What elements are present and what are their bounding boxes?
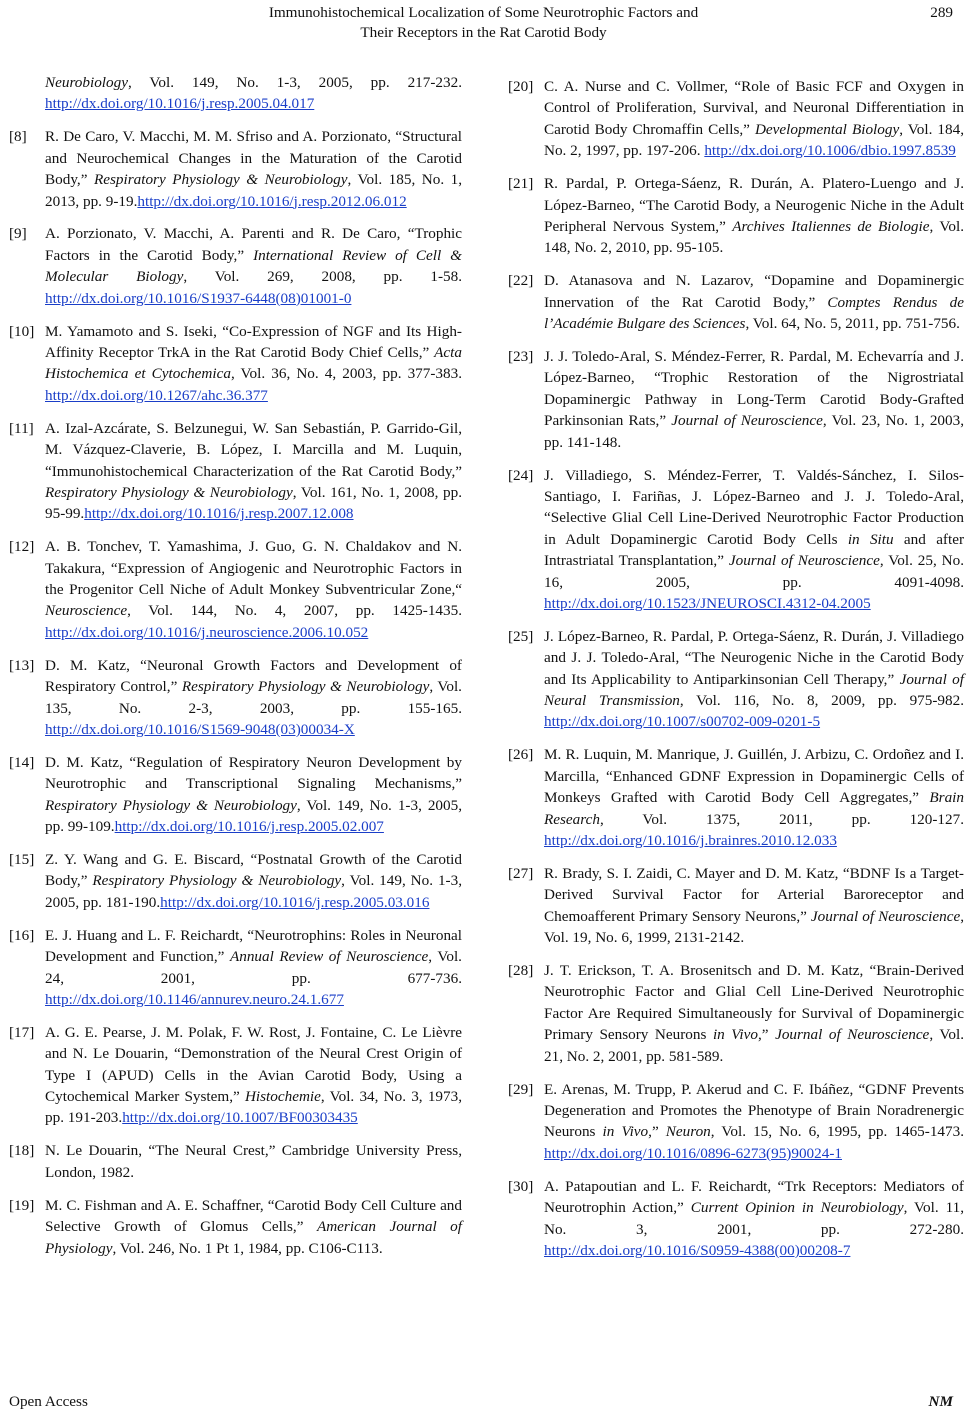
reference-segment: J. T. Erickson, T. A. Brosenitsch and D. M. Katz, “Brain-Derived Neurotrophic Factor and Glial Cell Line-Derived Neurotrophic Factor Are Required Simultaneously for Survival of Dopaminergic Primary Sensory Neurons: [544, 962, 964, 1044]
reference-segment: D. M. Katz, “Regulation of Respiratory Neuron Development by Neurotrophic and Transcriptional Signaling Mechanisms,”: [45, 753, 462, 793]
reference-segment: , Vol. 161, No. 1, 2008, pp. 95-99.: [45, 483, 463, 523]
reference-segment: , Vol. 184, No. 2, 1997, pp. 197-206.: [544, 120, 964, 160]
running-header: [150, 3, 817, 43]
reference-entry: [508, 1079, 964, 1165]
reference-entry: [9, 72, 462, 115]
reference-number: [24]: [508, 466, 534, 484]
reference-segment: , Vol. 11, No. 3, 2001, pp. 272-280.: [544, 1199, 965, 1238]
reference-segment: J. López-Barneo, R. Pardal, P. Ortega-Sáenz, R. Durán, J. Villadiego and J. J. Toledo-Aral, “The Neurogenic Niche in the Carotid Body and Its Applicability to Antiparkinsonian Cell Therapy,”: [544, 627, 964, 688]
reference-segment: , Vol. 24, 2001, pp. 677-736.: [45, 948, 462, 987]
reference-number: [29]: [508, 1080, 534, 1098]
reference-text: [45, 1197, 462, 1257]
reference-segment: , Vol. 34, No. 3, 1973, pp. 191-203.: [45, 1088, 462, 1127]
reference-italic-segment: Neuron: [665, 1123, 711, 1141]
reference-segment: C. A. Nurse and C. Vollmer, “Role of Basic FCF and Oxygen in Control of Proliferation, Survival, and Neuronal Differentiation in Carotid Body Chromaffin Cells,”: [544, 78, 964, 138]
reference-segment: , Vol. 36, No. 4, 2003, pp. 377-383.: [230, 365, 462, 383]
doi-link[interactable]: http://dx.doi.org/10.1007/s00702-009-0201-5: [544, 713, 821, 731]
reference-text: [544, 746, 964, 827]
reference-segment: and after Intrastriatal Transplantation,”: [544, 530, 965, 570]
doi-link[interactable]: http://dx.doi.org/10.1016/j.brainres.2010.12.033: [544, 832, 837, 849]
reference-segment: , Vol. 144, No. 4, 2007, pp. 1425-1435.: [127, 602, 462, 620]
reference-text: [45, 927, 462, 987]
reference-text: [544, 272, 964, 332]
reference-entry: [9, 1022, 462, 1129]
reference-entry: [508, 465, 964, 615]
reference-text: [544, 628, 964, 709]
reference-text: [45, 225, 462, 285]
reference-italic-segment: Respiratory Physiology & Neurobiology: [181, 678, 430, 696]
reference-italic-segment: in Situ: [847, 530, 894, 548]
reference-entry: [9, 126, 462, 212]
reference-entry: [508, 1176, 964, 1262]
reference-entry: [9, 536, 462, 643]
reference-segment: , Vol. 246, No. 1 Pt 1, 1984, pp. C106-C113.: [112, 1239, 383, 1257]
reference-segment: ,”: [758, 1026, 776, 1044]
reference-text: [544, 865, 964, 946]
footer-open-access: Open Access: [9, 1393, 88, 1410]
reference-italic-segment: Journal of Neuroscience: [671, 412, 823, 430]
doi-link[interactable]: http://dx.doi.org/10.1016/S1569-9048(03)00034-X: [45, 720, 355, 738]
reference-italic-segment: Current Opinion in Neurobiology: [690, 1199, 904, 1217]
reference-entry: [508, 346, 964, 453]
reference-italic-segment: Archives Italiennes de Biologie: [732, 217, 930, 235]
reference-segment: , Vol. 1375, 2011, pp. 120-127.: [599, 810, 964, 828]
reference-italic-segment: Journal of Neural Transmission: [544, 670, 965, 710]
reference-segment: N. Le Douarin, “The Neural Crest,” Cambridge University Press, London, 1982.: [45, 1142, 462, 1181]
reference-text: [544, 348, 964, 451]
reference-segment: Z. Y. Wang and G. E. Biscard, “Postnatal Growth of the Carotid Body,”: [45, 851, 462, 890]
reference-text: [45, 538, 462, 619]
doi-link[interactable]: http://dx.doi.org/10.1016/j.resp.2005.03.016: [160, 893, 430, 911]
reference-italic-segment: Respiratory Physiology & Neurobiology: [93, 171, 348, 189]
reference-number: [18]: [9, 1142, 35, 1160]
doi-link[interactable]: http://dx.doi.org/10.1016/j.neuroscience.2006.10.052: [45, 623, 369, 641]
reference-italic-segment: Neuroscience: [45, 602, 128, 620]
reference-segment: R. Pardal, P. Ortega-Sáenz, R. Durán, A. Platero-Luengo and J. López-Barneo, “The Carotid Body, a Neurogenic Niche in the Adult Peripheral Nervous System,”: [544, 175, 964, 235]
reference-number: [12]: [9, 538, 35, 556]
reference-italic-segment: Journal of Neuroscience: [775, 1026, 930, 1044]
references-right-column: [508, 76, 964, 1273]
running-header-line-2: Their Receptors in the Rat Carotid Body: [360, 24, 607, 41]
reference-segment: J. J. Toledo-Aral, S. Méndez-Ferrer, R. Pardal, M. Echevarría and J. López-Barneo, “Trophic Restoration of the Nigrostriatal Dopaminergic Pathway in Long-Term Carotid Body-Grafted Parkinsonian Rats,”: [544, 347, 964, 430]
reference-entry: [508, 270, 964, 334]
reference-italic-segment: International Review of Cell & Molecular Biology: [45, 246, 462, 286]
reference-text: [45, 657, 462, 717]
doi-link[interactable]: http://dx.doi.org/10.1016/j.resp.2005.02.007: [114, 818, 384, 836]
reference-entry: [9, 925, 462, 1011]
reference-text: [544, 1081, 964, 1141]
reference-segment: ,”: [648, 1123, 666, 1141]
doi-link[interactable]: http://dx.doi.org/10.1016/j.resp.2005.04.017: [45, 95, 315, 113]
reference-segment: A. B. Tonchev, T. Yamashima, J. Guo, G. N. Chaldakov and N. Takakura, “Expression of Angiogenic and Neurotrophic Factors in the Progenitor Cell Niche of Adult Monkey Subventricular Zone,“: [45, 538, 462, 599]
reference-text: [544, 467, 964, 591]
reference-number: [14]: [9, 753, 35, 771]
reference-segment: E. J. Huang and L. F. Reichardt, “Neurotrophins: Roles in Neuronal Development and Function,”: [45, 926, 462, 966]
reference-entry: [508, 173, 964, 259]
reference-italic-segment: Acta Histochemica et Cytochemica: [45, 343, 462, 383]
page-number: 289: [930, 4, 953, 21]
reference-number: [17]: [9, 1023, 35, 1041]
reference-entry: [508, 744, 964, 851]
reference-number: [16]: [9, 926, 35, 944]
reference-text: [45, 1142, 462, 1180]
reference-segment: , Vol. 269, 2008, pp. 1-58.: [183, 268, 462, 286]
reference-segment: A. Izal-Azcárate, S. Belzunegui, W. San Sebastián, P. Garrido-Gil, M. Vázquez-Claverie, B. López, I. Marcilla and M. Luquin, “Immunohistochemical Characterization of the Rat Carotid Body,”: [45, 419, 462, 480]
reference-entry: [9, 655, 462, 741]
reference-text: [544, 175, 964, 256]
reference-italic-segment: Journal of Neuroscience: [810, 907, 961, 925]
doi-link[interactable]: http://dx.doi.org/10.1016/S0959-4388(00)00208-7: [544, 1241, 851, 1259]
reference-segment: , Vol. 19, No. 6, 1999, 2131-2142.: [544, 907, 964, 947]
reference-number: [27]: [508, 864, 534, 882]
reference-text: [45, 74, 462, 91]
reference-segment: , Vol. 148, No. 2, 2010, pp. 95-105.: [544, 217, 964, 257]
reference-number: [25]: [508, 627, 534, 645]
reference-segment: D. Atanasova and N. Lazarov, “Dopamine and Dopaminergic Innervation of the Rat Carotid Body,”: [544, 272, 964, 311]
reference-segment: , Vol. 64, No. 5, 2011, pp. 751-756.: [745, 315, 960, 333]
reference-segment: R. De Caro, V. Macchi, M. M. Sfriso and A. Porzionato, “Structural and Neurochemical Changes in the Maturation of the Carotid Body,”: [45, 128, 462, 189]
reference-number: [8]: [9, 128, 27, 146]
reference-italic-segment: Brain Research: [544, 789, 964, 828]
reference-italic-segment: Annual Review of Neuroscience: [229, 948, 429, 966]
reference-number: [26]: [508, 746, 534, 764]
reference-segment: A. Porzionato, V. Macchi, A. Parenti and R. De Caro, “Trophic Factors in the Carotid Body,”: [45, 225, 462, 264]
doi-link[interactable]: http://dx.doi.org/10.1146/annurev.neuro.24.1.677: [45, 990, 344, 1008]
reference-text: [544, 1178, 964, 1238]
reference-segment: , Vol. 25, No. 16, 2005, pp. 4091-4098.: [544, 552, 965, 591]
reference-segment: , Vol. 149, No. 1-3, 2005, pp. 99-109.: [45, 796, 463, 836]
reference-segment: , Vol. 149, No. 1-3, 2005, pp. 217-232.: [127, 74, 462, 91]
reference-italic-segment: Respiratory Physiology & Neurobiology: [45, 796, 297, 814]
reference-number: [20]: [508, 78, 534, 95]
reference-segment: , Vol. 149, No. 1-3, 2005, pp. 181-190.: [45, 872, 463, 911]
reference-segment: , Vol. 116, No. 8, 2009, pp. 975-982.: [679, 692, 964, 710]
reference-segment: D. M. Katz, “Neuronal Growth Factors and Development of Respiratory Control,”: [45, 656, 462, 696]
reference-italic-segment: American Journal of Physiology: [45, 1218, 462, 1257]
reference-italic-segment: in Vivo: [712, 1026, 758, 1044]
doi-link[interactable]: http://dx.doi.org/10.1016/S1937-6448(08)01001-0: [45, 289, 352, 307]
reference-entry: [508, 863, 964, 949]
running-header-line-1: Immunohistochemical Localization of Some Neurotrophic Factors and: [268, 4, 699, 21]
reference-number: [23]: [508, 347, 534, 365]
reference-italic-segment: Journal of Neuroscience: [728, 552, 880, 570]
reference-number: [9]: [9, 225, 27, 243]
reference-number: [28]: [508, 962, 534, 980]
reference-entry: [9, 223, 462, 309]
reference-segment: , Vol. 185, No. 1, 2013, pp. 9-19.: [45, 171, 463, 210]
reference-segment: A. G. E. Pearse, J. M. Polak, F. W. Rost, J. Fontaine, C. Le Lièvre and N. Le Douarin, “Demonstration of the Neural Crest Origin of Type I (APUD) Cells in the Avian Carotid Body, Using a Cytochemical Marker System,”: [45, 1023, 462, 1106]
reference-number: [21]: [508, 175, 534, 193]
doi-link[interactable]: http://dx.doi.org/10.1006/dbio.1997.8539: [704, 142, 956, 160]
reference-entry: [9, 418, 462, 525]
reference-segment: , Vol. 135, No. 2-3, 2003, pp. 155-165.: [45, 678, 462, 717]
reference-entry: [508, 76, 964, 162]
reference-number: [15]: [9, 851, 35, 868]
doi-link[interactable]: http://dx.doi.org/10.1007/BF00303435: [122, 1109, 358, 1127]
reference-entry: [9, 849, 462, 913]
reference-text: [45, 323, 462, 383]
reference-segment: A. Patapoutian and L. F. Reichardt, “Trk Receptors: Mediators of Neurotrophin Action,”: [544, 1177, 964, 1217]
reference-italic-segment: Respiratory Physiology & Neurobiology: [92, 872, 342, 890]
reference-italic-segment: Developmental Biology: [754, 120, 900, 138]
reference-number: [13]: [9, 656, 35, 674]
references-left-column: [9, 72, 462, 1270]
reference-segment: , Vol. 21, No. 2, 2001, pp. 581-589.: [544, 1026, 964, 1065]
reference-number: [19]: [9, 1196, 35, 1214]
reference-italic-segment: Neurobiology: [45, 74, 128, 91]
footer-journal-abbrev: NM: [928, 1393, 953, 1410]
reference-segment: M. R. Luquin, M. Manrique, J. Guillén, J. Arbizu, C. Ordoñez and I. Marcilla, “Enhanced GDNF Expression in Dopaminergic Cells of Monkeys Grafted with Carotid Body Cell Aggregates,”: [544, 746, 964, 807]
reference-entry: [9, 1195, 462, 1259]
doi-link[interactable]: http://dx.doi.org/10.1267/ahc.36.377: [45, 386, 268, 404]
reference-entry: [9, 752, 462, 838]
reference-italic-segment: Respiratory Physiology & Neurobiology: [45, 483, 293, 501]
reference-segment: M. Yamamoto and S. Iseki, “Co-Expression of NGF and Its High-Affinity Receptor TrkA in the Rat Carotid Body Chief Cells,”: [45, 322, 462, 361]
reference-number: [10]: [9, 322, 35, 340]
reference-italic-segment: Comptes Rendus de l’Académie Bulgare des Sciences: [544, 293, 964, 333]
reference-number: [22]: [508, 272, 534, 290]
doi-link[interactable]: http://dx.doi.org/10.1016/j.resp.2012.06.012: [137, 192, 407, 210]
reference-number: [11]: [9, 419, 34, 437]
doi-link[interactable]: http://dx.doi.org/10.1016/j.resp.2007.12.008: [84, 505, 354, 523]
reference-segment: J. Villadiego, S. Méndez-Ferrer, T. Valdés-Sánchez, I. Silos-Santiago, I. Fariñas, J. López-Barneo and J. J. Toledo-Aral, “Selective Glial Cell Line-Derived Neurotrophic Factor Production in Adult Dopaminergic Carotid Body Cells: [544, 466, 964, 548]
reference-segment: M. C. Fishman and A. E. Schaffner, “Carotid Body Cell Culture and Selective Growth of Glomus Cells,”: [45, 1196, 462, 1236]
reference-entry: [508, 626, 964, 733]
reference-segment: , Vol. 15, No. 6, 1995, pp. 1465-1473.: [710, 1123, 964, 1141]
reference-entry: [9, 1140, 462, 1183]
reference-italic-segment: in Vivo: [602, 1123, 649, 1141]
reference-segment: R. Brady, S. I. Zaidi, C. Mayer and D. M. Katz, “BDNF Is a Target-Derived Survival Factor for Arterial Baroreceptor and Chemoafferent Primary Sensory Neurons,”: [544, 864, 964, 925]
doi-link[interactable]: http://dx.doi.org/10.1016/0896-6273(95)90024-1: [544, 1144, 842, 1162]
reference-text: [544, 962, 964, 1065]
reference-number: [30]: [508, 1177, 534, 1195]
reference-segment: , Vol. 23, No. 1, 2003, pp. 141-148.: [544, 412, 965, 451]
doi-link[interactable]: http://dx.doi.org/10.1523/JNEUROSCI.4312-04.2005: [544, 594, 871, 612]
reference-entry: [9, 321, 462, 407]
reference-segment: E. Arenas, M. Trupp, P. Akerud and C. F. Ibáñez, “GDNF Prevents Degeneration and Promotes the Phenotype of Brain Noradrenergic Neurons: [544, 1080, 964, 1141]
reference-italic-segment: Histochemie: [244, 1088, 321, 1106]
reference-entry: [508, 960, 964, 1067]
